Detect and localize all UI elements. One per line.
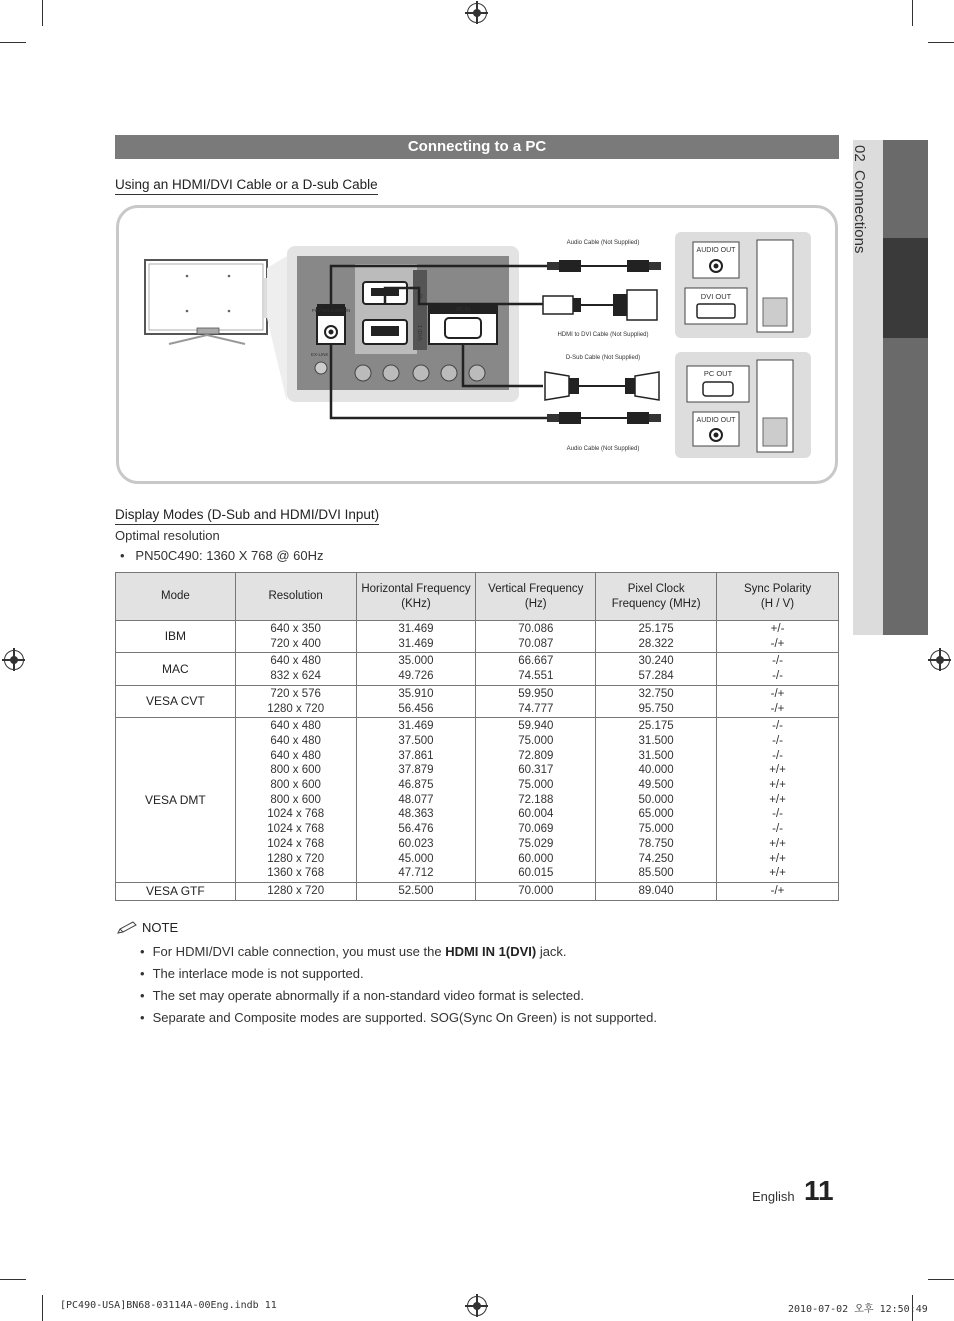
print-slug-timestamp: 2010-07-02 오후 12:50:49 (788, 1304, 928, 1315)
col-header-pclock: Pixel Clock Frequency (MHz) (596, 573, 717, 621)
col-header-hfreq: Horizontal Frequency (KHz) (356, 573, 476, 621)
cable-dsub-label: D-Sub Cable (Not Supplied) (565, 355, 641, 361)
note-heading (116, 920, 178, 935)
optimal-resolution-item (120, 548, 324, 563)
resolution-cell: 1280 x 720 (235, 882, 356, 900)
subsection-modes-heading: Display Modes (D-Sub and HDMI/DVI Input) (115, 507, 379, 525)
col-header-vfreq: Vertical Frequency (Hz) (476, 573, 596, 621)
col-header-resolution: Resolution (235, 573, 356, 621)
table-row (116, 653, 839, 685)
sync-cell: -/+ -/+ (717, 685, 839, 717)
table-row (116, 882, 839, 900)
crop-mark (928, 42, 954, 43)
table-row (116, 718, 839, 883)
connection-diagram (116, 205, 838, 484)
sync-cell: -/+ (717, 882, 839, 900)
pc1-dvi-out-label: DVI OUT (700, 292, 732, 301)
crop-mark (0, 42, 26, 43)
hfreq-cell: 31.469 31.469 (356, 621, 476, 653)
pc1-audio-out-label: AUDIO OUT (696, 247, 736, 254)
vfreq-cell: 70.000 (476, 882, 596, 900)
crop-mark (0, 1279, 26, 1280)
audio-cable-bottom (547, 412, 661, 452)
port-pc-in-label: PC IN (456, 307, 470, 313)
registration-mark-icon (467, 1296, 487, 1316)
registration-mark-icon (467, 3, 487, 23)
resolution-cell: 720 x 576 1280 x 720 (235, 685, 356, 717)
hfreq-cell: 35.000 49.726 (356, 653, 476, 685)
optimal-resolution-value: PN50C490: 1360 X 768 @ 60Hz (135, 548, 324, 563)
section-title: Connecting to a PC (115, 135, 839, 159)
table-row (116, 685, 839, 717)
crop-mark (912, 0, 913, 26)
sync-cell: -/- -/- (717, 653, 839, 685)
bullet-icon: • (140, 966, 145, 981)
crop-mark (42, 1295, 43, 1321)
mode-cell: VESA DMT (116, 718, 236, 883)
chapter-title: Connections (851, 170, 868, 254)
pc2-pc-out-label: PC OUT (703, 369, 733, 378)
hfreq-cell: 35.910 56.456 (356, 685, 476, 717)
crop-mark (928, 1279, 954, 1280)
mode-cell: MAC (116, 653, 236, 685)
footer-language: English (752, 1189, 795, 1204)
bullet-icon: • (140, 1010, 145, 1025)
note-item: • The set may operate abnormally if a non-standard video format is selected. (140, 988, 584, 1003)
cable-hdmi-dvi-label: HDMI to DVI Cable (Not Supplied) (557, 332, 649, 338)
hdmi-jack-name: HDMI IN 1(DVI) (445, 944, 537, 959)
hfreq-cell: 31.469 37.500 37.861 37.879 46.875 48.077 48.363 56.476 60.023 45.000 47.712 (356, 718, 476, 883)
note-list (140, 943, 657, 1031)
pclock-cell: 25.175 28.322 (596, 621, 717, 653)
mode-cell: VESA GTF (116, 882, 236, 900)
bullet-icon: • (140, 988, 145, 1003)
connection-diagram-svg (119, 208, 835, 481)
vfreq-cell: 66.667 74.551 (476, 653, 596, 685)
pclock-cell: 89.040 (596, 882, 717, 900)
crop-mark (42, 0, 43, 26)
mode-cell: IBM (116, 621, 236, 653)
note-item: • For HDMI/DVI cable connection, you must use the HDMI IN 1(DVI) jack. (140, 944, 567, 959)
sidebar-tab (883, 338, 928, 635)
table-row (116, 621, 839, 653)
resolution-cell: 640 x 480 832 x 624 (235, 653, 356, 685)
pencil-icon (116, 921, 138, 935)
note-title: NOTE (142, 920, 179, 935)
cable-audio-bottom-label: Audio Cable (Not Supplied) (566, 446, 640, 452)
pclock-cell: 25.175 31.500 31.500 40.000 49.500 50.000 65.000 75.000 78.750 74.250 85.500 (596, 718, 717, 883)
vfreq-cell: 59.940 75.000 72.809 60.317 75.000 72.188 60.004 70.069 75.029 60.000 60.015 (476, 718, 596, 883)
pc2-audio-out-label: AUDIO OUT (696, 417, 736, 424)
chapter-label (851, 145, 868, 253)
page-number: 11 (804, 1175, 834, 1206)
optimal-resolution-label: Optimal resolution (115, 528, 220, 543)
col-header-sync: Sync Polarity (H / V) (717, 573, 839, 621)
vfreq-cell: 59.950 74.777 (476, 685, 596, 717)
port-hdmi-2-label: 2 (420, 294, 423, 300)
registration-mark-icon (4, 650, 24, 670)
resolution-cell: 640 x 480 640 x 480 640 x 480 800 x 600 800 x 600 800 x 600 1024 x 768 1024 x 768 1024 x 768 1280 x 720 1360 x 768 (235, 718, 356, 883)
print-slug-file: [PC490-USA]BN68-03114A-00Eng.indb 11 (60, 1300, 277, 1311)
col-header-mode: Mode (116, 573, 236, 621)
bullet-icon: • (140, 944, 145, 959)
port-hdmi-dvi-label: 1 (DVI) (416, 325, 422, 341)
dsub-cable (545, 355, 659, 400)
bullet-icon: • (120, 548, 125, 563)
port-pc-dvi-audio-label: PC / DVI AUDIO IN (311, 308, 351, 313)
hfreq-cell: 52.500 (356, 882, 476, 900)
tv-rear-panel (287, 246, 519, 402)
cable-audio-top-label: Audio Cable (Not Supplied) (566, 240, 640, 246)
sidebar-tab (883, 140, 928, 238)
pc-dsub-panel (675, 352, 811, 458)
note-item: • The interlace mode is not supported. (140, 966, 364, 981)
sync-cell: +/- -/+ (717, 621, 839, 653)
registration-mark-icon (930, 650, 950, 670)
port-ex-link-label: EX-LINK (311, 352, 329, 357)
subsection-cable-heading: Using an HDMI/DVI Cable or a D-sub Cable (115, 177, 378, 195)
vfreq-cell: 70.086 70.087 (476, 621, 596, 653)
sync-cell: -/- -/- -/- +/+ +/+ +/+ -/- -/- +/+ +/+ +/+ (717, 718, 839, 883)
note-item: • Separate and Composite modes are supported. SOG(Sync On Green) is not supported. (140, 1010, 657, 1025)
resolution-cell: 640 x 350 720 x 400 (235, 621, 356, 653)
pc-dvi-panel (675, 232, 811, 338)
tv-front-illustration (145, 260, 267, 344)
pclock-cell: 32.750 95.750 (596, 685, 717, 717)
chapter-number: 02 (851, 145, 868, 162)
display-modes-table (115, 572, 839, 901)
pclock-cell: 30.240 57.284 (596, 653, 717, 685)
table-header-row (116, 573, 839, 621)
mode-cell: VESA CVT (116, 685, 236, 717)
sidebar-tab-active (883, 238, 928, 338)
hdmi-dvi-cable (543, 290, 657, 338)
audio-cable-top (547, 240, 661, 272)
